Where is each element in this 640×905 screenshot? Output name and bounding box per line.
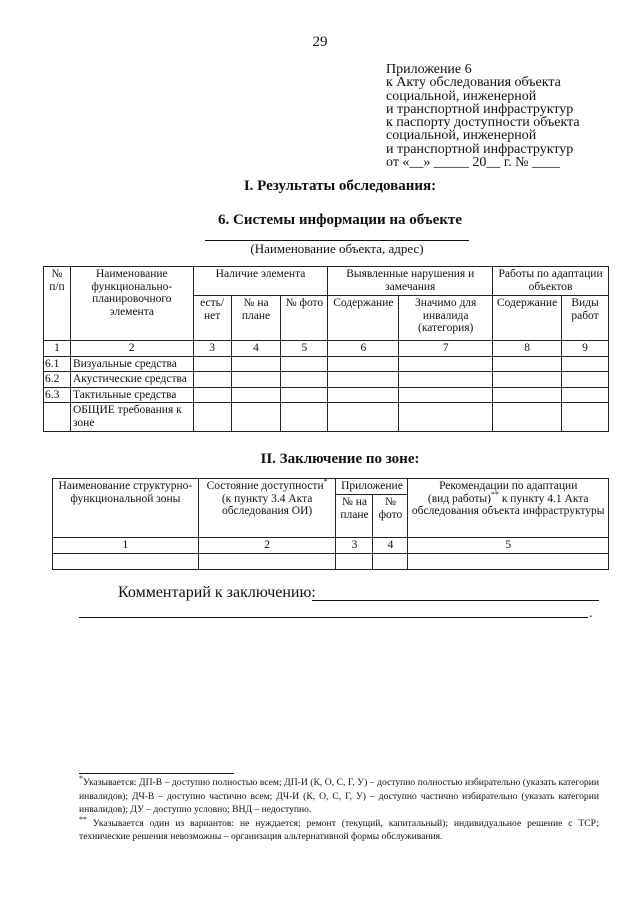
footnote: [79, 773, 599, 817]
footnotes: [79, 773, 599, 844]
table-row: [44, 387, 609, 403]
appendix-line: социальной, инженерной: [386, 88, 537, 104]
head-content: Содержание: [328, 296, 399, 341]
head-significant: Значимо для инвалида (категория): [399, 296, 493, 341]
comment-line: [312, 600, 599, 601]
head-no: № п/п: [44, 267, 71, 341]
col-number: 4: [231, 341, 281, 357]
appendix-line: к паспорту доступности объекта: [386, 115, 580, 131]
head-works-types: Виды работ: [562, 296, 609, 341]
table-row: [44, 403, 609, 432]
recommend-label: Рекомендации по адаптации: [439, 480, 578, 492]
head-photo-no: № фото: [373, 495, 408, 538]
table-row: [44, 372, 609, 388]
head-plan-no: № на плане: [231, 296, 281, 341]
col-number: 9: [562, 341, 609, 357]
row-element-name: Акустические средства: [70, 372, 193, 388]
section1-title: I. Результаты обследования:: [243, 178, 437, 194]
row-element-name: Визуальные средства: [70, 356, 193, 372]
col-number: 3: [193, 341, 231, 357]
section6-title: 6. Системы информации на объекте: [218, 212, 462, 228]
section2-title: II. Заключение по зоне:: [260, 451, 420, 467]
head-plan-no: № на плане: [336, 495, 373, 538]
col-number: 5: [408, 538, 609, 554]
row-element-name: Тактильные средства: [70, 387, 193, 403]
head-status: [198, 479, 336, 538]
head-zone-name: Наименование структурно-функциональной зоны: [53, 479, 199, 538]
col-number: 2: [70, 341, 193, 357]
appendix-line: от «__» _____ 20__ г. № ____: [386, 155, 560, 171]
head-works: Работы по адаптации объектов: [493, 267, 609, 296]
information-systems-table: [43, 266, 609, 432]
footnote-rule: [79, 773, 234, 774]
footnote-mark: *: [79, 773, 83, 783]
head-photo-no: № фото: [281, 296, 328, 341]
col-number: 8: [493, 341, 562, 357]
col-number: 3: [336, 538, 373, 554]
head-recommendations: [408, 479, 609, 538]
comment-label: Комментарий к заключению:: [118, 584, 316, 601]
col-number: 4: [373, 538, 408, 554]
zone-conclusion-table: [52, 478, 609, 570]
row-number: 6.1: [44, 356, 71, 372]
status-label: Состояние доступности: [206, 480, 324, 492]
col-number: 1: [53, 538, 199, 554]
comment-line: [79, 617, 588, 618]
col-number: 6: [328, 341, 399, 357]
appendix-block: [386, 63, 636, 169]
head-presence: Наличие элемента: [193, 267, 328, 296]
table-row: [53, 553, 609, 569]
head-yes-no: есть/ нет: [193, 296, 231, 341]
footnote-ref: **: [490, 489, 499, 499]
footnote-text: Указывается: ДП-В – доступно полностью всем; ДП-И (К, О, С, Г, У) – доступно полностью избирательно (указать категории инвалидов); ДЧ-В – доступно частично всем; ДЧ-И (К, О, С, Г, У) – доступно частично избирательно (указать категории инвалидов); ДУ – доступно условно; ВНД – недоступно.: [79, 777, 599, 816]
comment-end-dot: .: [589, 606, 593, 621]
footnote-ref: *: [323, 477, 328, 487]
appendix-line: и транспортной инфраструктур: [386, 101, 574, 117]
row-number: 6.2: [44, 372, 71, 388]
footnote-mark: **: [79, 814, 87, 824]
row-number: [44, 403, 71, 432]
head-appendix: Приложение: [336, 479, 408, 495]
appendix-line: к Акту обследования объекта: [386, 75, 561, 91]
appendix-line: социальной, инженерной: [386, 128, 537, 144]
head-element-name: Наименование функционально-планировочного элемента: [70, 267, 193, 341]
row-element-name: ОБЩИЕ требования к зоне: [70, 403, 193, 432]
row-number: 6.3: [44, 387, 71, 403]
col-number: 7: [399, 341, 493, 357]
footnote: [79, 814, 599, 844]
object-caption: (Наименование объекта, адрес): [250, 241, 424, 256]
status-note: (к пункту 3.4 Акта обследования ОИ): [221, 492, 313, 517]
appendix-line: Приложение 6: [386, 62, 472, 77]
page-number: 29: [312, 34, 328, 50]
recommend-note: к пункту 4.1 Акта обследования объекта инфраструктуры: [411, 492, 605, 517]
head-violations: Выявленные нарушения и замечания: [328, 267, 493, 296]
footnote-text: Указывается один из вариантов: не нуждается; ремонт (текущий, капитальный); индивидуальное решение с ТСР; технические решения невозможны – организация альтернативной формы обслуживания.: [79, 817, 599, 843]
table-row: [44, 356, 609, 372]
appendix-line: и транспортной инфраструктур: [386, 141, 574, 157]
head-works-content: Содержание: [493, 296, 562, 341]
recommend-kind: (вид работы): [427, 492, 491, 505]
col-number: 1: [44, 341, 71, 357]
col-number: 2: [198, 538, 336, 554]
col-number: 5: [281, 341, 328, 357]
